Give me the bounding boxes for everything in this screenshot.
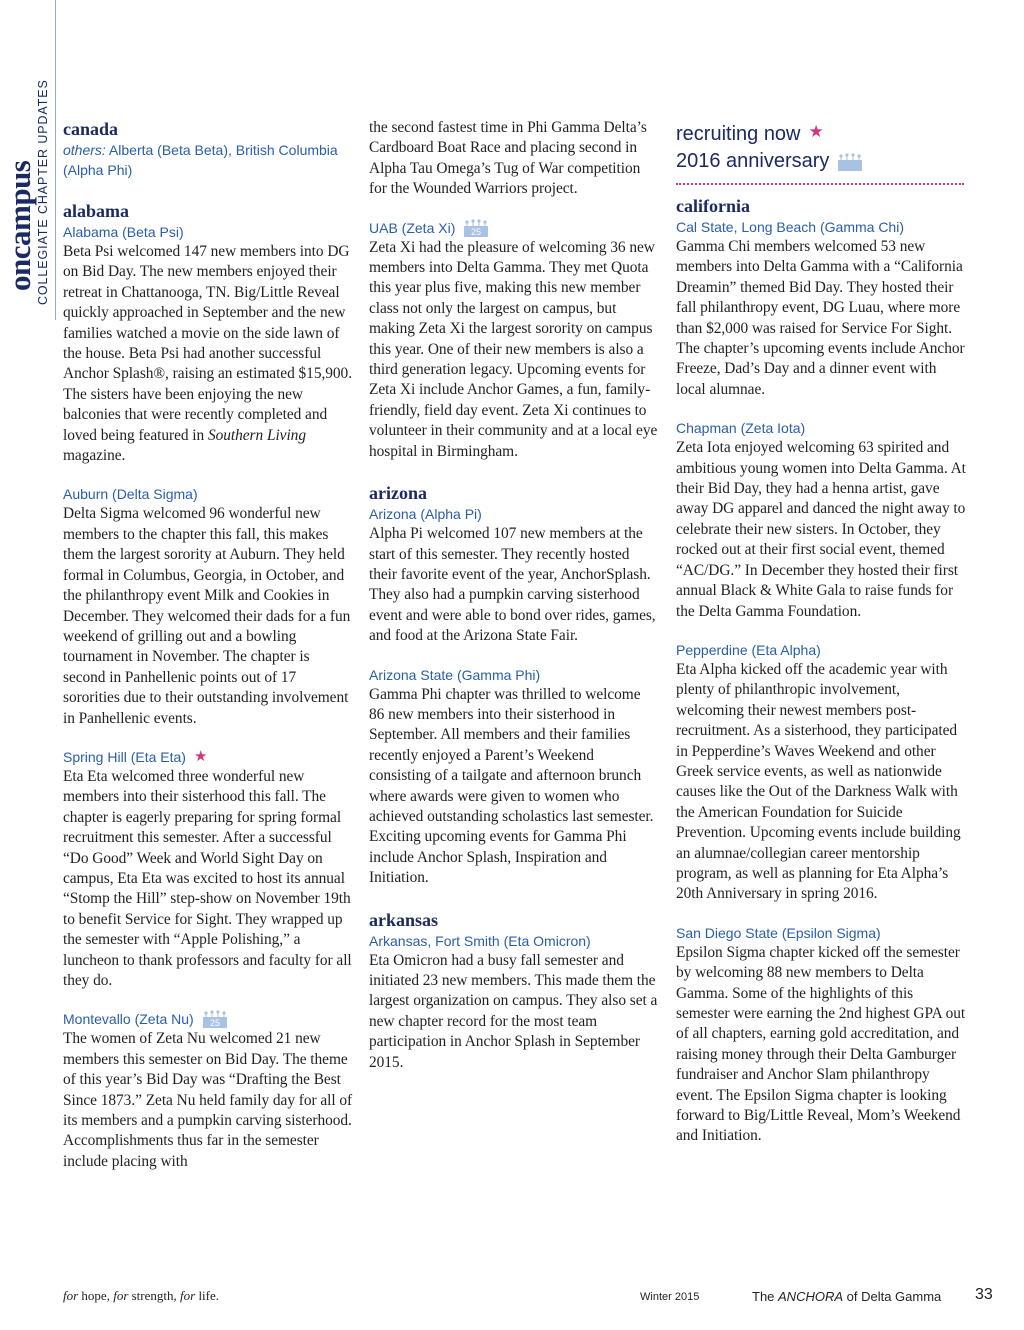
section-subtitle: COLLEGIATE CHAPTER UPDATES	[36, 79, 50, 305]
section-sidebar	[0, 0, 56, 320]
svg-text:25: 25	[471, 226, 482, 237]
footer-magazine-name: The ANCHORA of Delta Gamma	[752, 1289, 942, 1304]
star-icon: ★	[193, 747, 208, 765]
chapter-name-arizona-state: Arizona State (Gamma Phi)	[369, 666, 541, 683]
canada-others	[63, 140, 355, 180]
footer-issue-date: Winter 2015	[640, 1291, 700, 1303]
chapter-text-fort-smith: Eta Omicron had a busy fall semester and initiated 23 new members. This made them the largest organization on campus. They also set a new chapter record for the most team participation in Anchor Splash in September 2015.	[369, 951, 658, 1071]
crown-25-icon	[202, 1010, 228, 1029]
crown-25-icon	[463, 219, 489, 235]
chapter-text-pepperdine: Eta Alpha kicked off the academic year with plenty of philanthropic involvement, welcoming their newest members post-recruitment. As a sisterhood, they participated in Pepperdine’s Waves Weekend and other Greek service events, as well as nationwide causes like the Out of the Darkness Walk with the American Foundation for Suicide Prevention. Upcoming events include building an alumnae/collegian career mentorship program, as well as planning for Eta Alpha’s 20th Anniversary in spring 2016.	[676, 660, 961, 903]
legend	[676, 118, 966, 185]
chapter-text-alabama: Beta Psi welcomed 147 new members into DG on Bid Day. The new members enjoyed their retreat in Chattanooga, TN. Big/Little Reveal quickly approached in September and the new families watched a movie on the side lawn of the house. Beta Psi had another successful Anchor Splash®, raising an estimated $15,900. The sisters have been enjoying the new balconies that were recently completed and loved being featured in Southern Living magazine.	[63, 243, 352, 465]
column-1	[63, 118, 355, 1172]
chapter-name-chapman: Chapman (Zeta Iota)	[676, 420, 806, 437]
chapter-name-alabama: Alabama (Beta Psi)	[63, 224, 184, 240]
chapter-name-uab: UAB (Zeta Xi) 25	[369, 218, 659, 238]
chapter-name-spring-hill: Spring Hill (Eta Eta) ★	[63, 747, 208, 765]
chapter-text-chapman: Zeta Iota enjoyed welcoming 63 spirited and ambitious young women into Delta Gamma. At their Bid Day, they had a henna artist, gave away DG apparel and danced the night away to celebrate their new sisters. In October, they rocked out at their first social event, themed “AC/DG.” In December they hosted their first annual Black & White Gala to raise funds for the Delta Gamma Foundation.	[676, 439, 966, 620]
chapter-text-auburn: Delta Sigma welcomed 96 wonderful new members to the chapter this fall, this makes them the largest sorority at Auburn. They held formal in Columbus, Georgia, in October, and the philanthropy event Milk and Cookies in December. They welcomed their dads for a fun weekend of grilling out and a bowling tournament in November. The chapter is second in Panhellenic points out of 17 sororities due to their outstanding involvement in Panhellenic events.	[63, 505, 351, 727]
chapter-text-arizona: Alpha Pi welcomed 107 new members at the start of this semester. They recently hosted their favorite event of the year, AnchorSplash. They also had a pumpkin carving sisterhood event and were able to bond over rides, games, and food at the Arizona State Fair.	[369, 525, 656, 645]
state-heading-alabama: alabama	[63, 201, 130, 221]
legend-anniversary: 2016 anniversary	[676, 148, 966, 175]
chapter-name-long-beach: Cal State, Long Beach (Gamma Chi)	[676, 219, 904, 235]
section-divider-line	[55, 0, 56, 320]
chapter-name-san-diego-state: San Diego State (Epsilon Sigma)	[676, 924, 881, 941]
page-number: 33	[975, 1286, 993, 1303]
chapter-name-auburn: Auburn (Delta Sigma)	[63, 486, 198, 503]
svg-text:25: 25	[209, 1018, 220, 1029]
star-icon: ★	[808, 122, 824, 141]
legend-recruiting: recruiting now ★	[676, 118, 966, 148]
chapter-name-montevallo: Montevallo (Zeta Nu) 25	[63, 1009, 355, 1029]
state-heading-canada: canada	[63, 119, 119, 139]
state-heading-arkansas: arkansas	[369, 909, 439, 930]
chapter-name-pepperdine: Pepperdine (Eta Alpha)	[676, 641, 821, 658]
chapter-name-fort-smith: Arkansas, Fort Smith (Eta Omicron)	[369, 932, 591, 949]
magazine-title: Southern Living	[207, 426, 306, 444]
chapter-text-uab: Zeta Xi had the pleasure of welcoming 36 new members into Delta Gamma. They met Quota this year plus five, making this new member class not only the largest on campus, but making Zeta Xi the largest sorority on campus this year. One of their new members is also a third generation legacy. Upcoming events for Zeta Xi include Anchor Games, a fun, family-friendly, field day event. Zeta Xi continues to volunteer in their community and at a local eye hospital in Birmingham.	[369, 238, 658, 460]
section-title: oncampus	[2, 160, 37, 291]
others-text: Alberta (Beta Beta), British Columbia (Alpha Phi)	[63, 142, 338, 178]
chapter-text-spring-hill: Eta Eta welcomed three wonderful new members into their sisterhood this fall. The chapter is eagerly preparing for spring formal recruitment this semester. After a successful “Do Good” Week and World Sight Day on campus, Eta Eta was excited to host its annual “Stomp the Hill” step-show on November 19th to benefit Service for Sight. They wrapped up the semester with “Apple Polishing,” a luncheon to thank professors and faculty for all they do.	[63, 767, 352, 989]
chapter-text-arizona-state: Gamma Phi chapter was thrilled to welcome 86 new members into their sisterhood in September. All members and their families recently enjoyed a Parent’s Weekend consisting of a tailgate and afternoon brunch where awards were given to women who achieved outstanding scholastics last semester. Exciting upcoming events for Gamma Phi include Anchor Splash, Inspiration and Initiation.	[369, 685, 654, 887]
chapter-text-montevallo: The women of Zeta Nu welcomed 21 new members this semester on Bid Day. The theme of this year’s Bid Day was “Drafting the Best Since 1873.” Zeta Nu held family day for all of its members and a pumpkin carving sisterhood. Accomplishments thus far in the semester include placing with	[63, 1030, 353, 1170]
footer-motto: for hope, for strength, for life.	[63, 1288, 220, 1303]
crown-icon	[837, 153, 863, 169]
chapter-text-long-beach: Gamma Chi members welcomed 53 new members into Delta Gamma with a “California Dreamin” themed Bid Day. They hosted their fall philanthropy event, DG Luau, where more than $2,000 was raised for Service For Sight. The chapter’s upcoming events include Anchor Freeze, Dad’s Day and a dinner event with local alumnae.	[676, 238, 965, 398]
chapter-name-arizona: Arizona (Alpha Pi)	[369, 506, 482, 523]
column-2	[369, 118, 659, 1073]
legend-divider	[676, 183, 964, 185]
chapter-text-san-diego-state: Epsilon Sigma chapter kicked off the semester by welcoming 88 new members to Delta Gamma. Some of the highlights of this semester were earning the 2nd highest GPA out of all chapters, earning gold accreditation, and raising money through their Delta Gamburger fundraiser and Anchor Slam philanthropy event. The Epsilon Sigma chapter is looking forward to Big/Little Reveal, Mom’s Weekend and Initiation.	[676, 943, 966, 1145]
column-3	[676, 118, 966, 1147]
others-label: others:	[63, 142, 106, 158]
state-heading-arizona: arizona	[369, 483, 427, 504]
chapter-text-montevallo-continued: the second fastest time in Phi Gamma Delta’s Cardboard Boat Race and placing second in Alpha Tau Omega’s Tug of War competition for the Wounded Warriors project.	[369, 119, 647, 198]
state-heading-california: california	[676, 196, 750, 216]
